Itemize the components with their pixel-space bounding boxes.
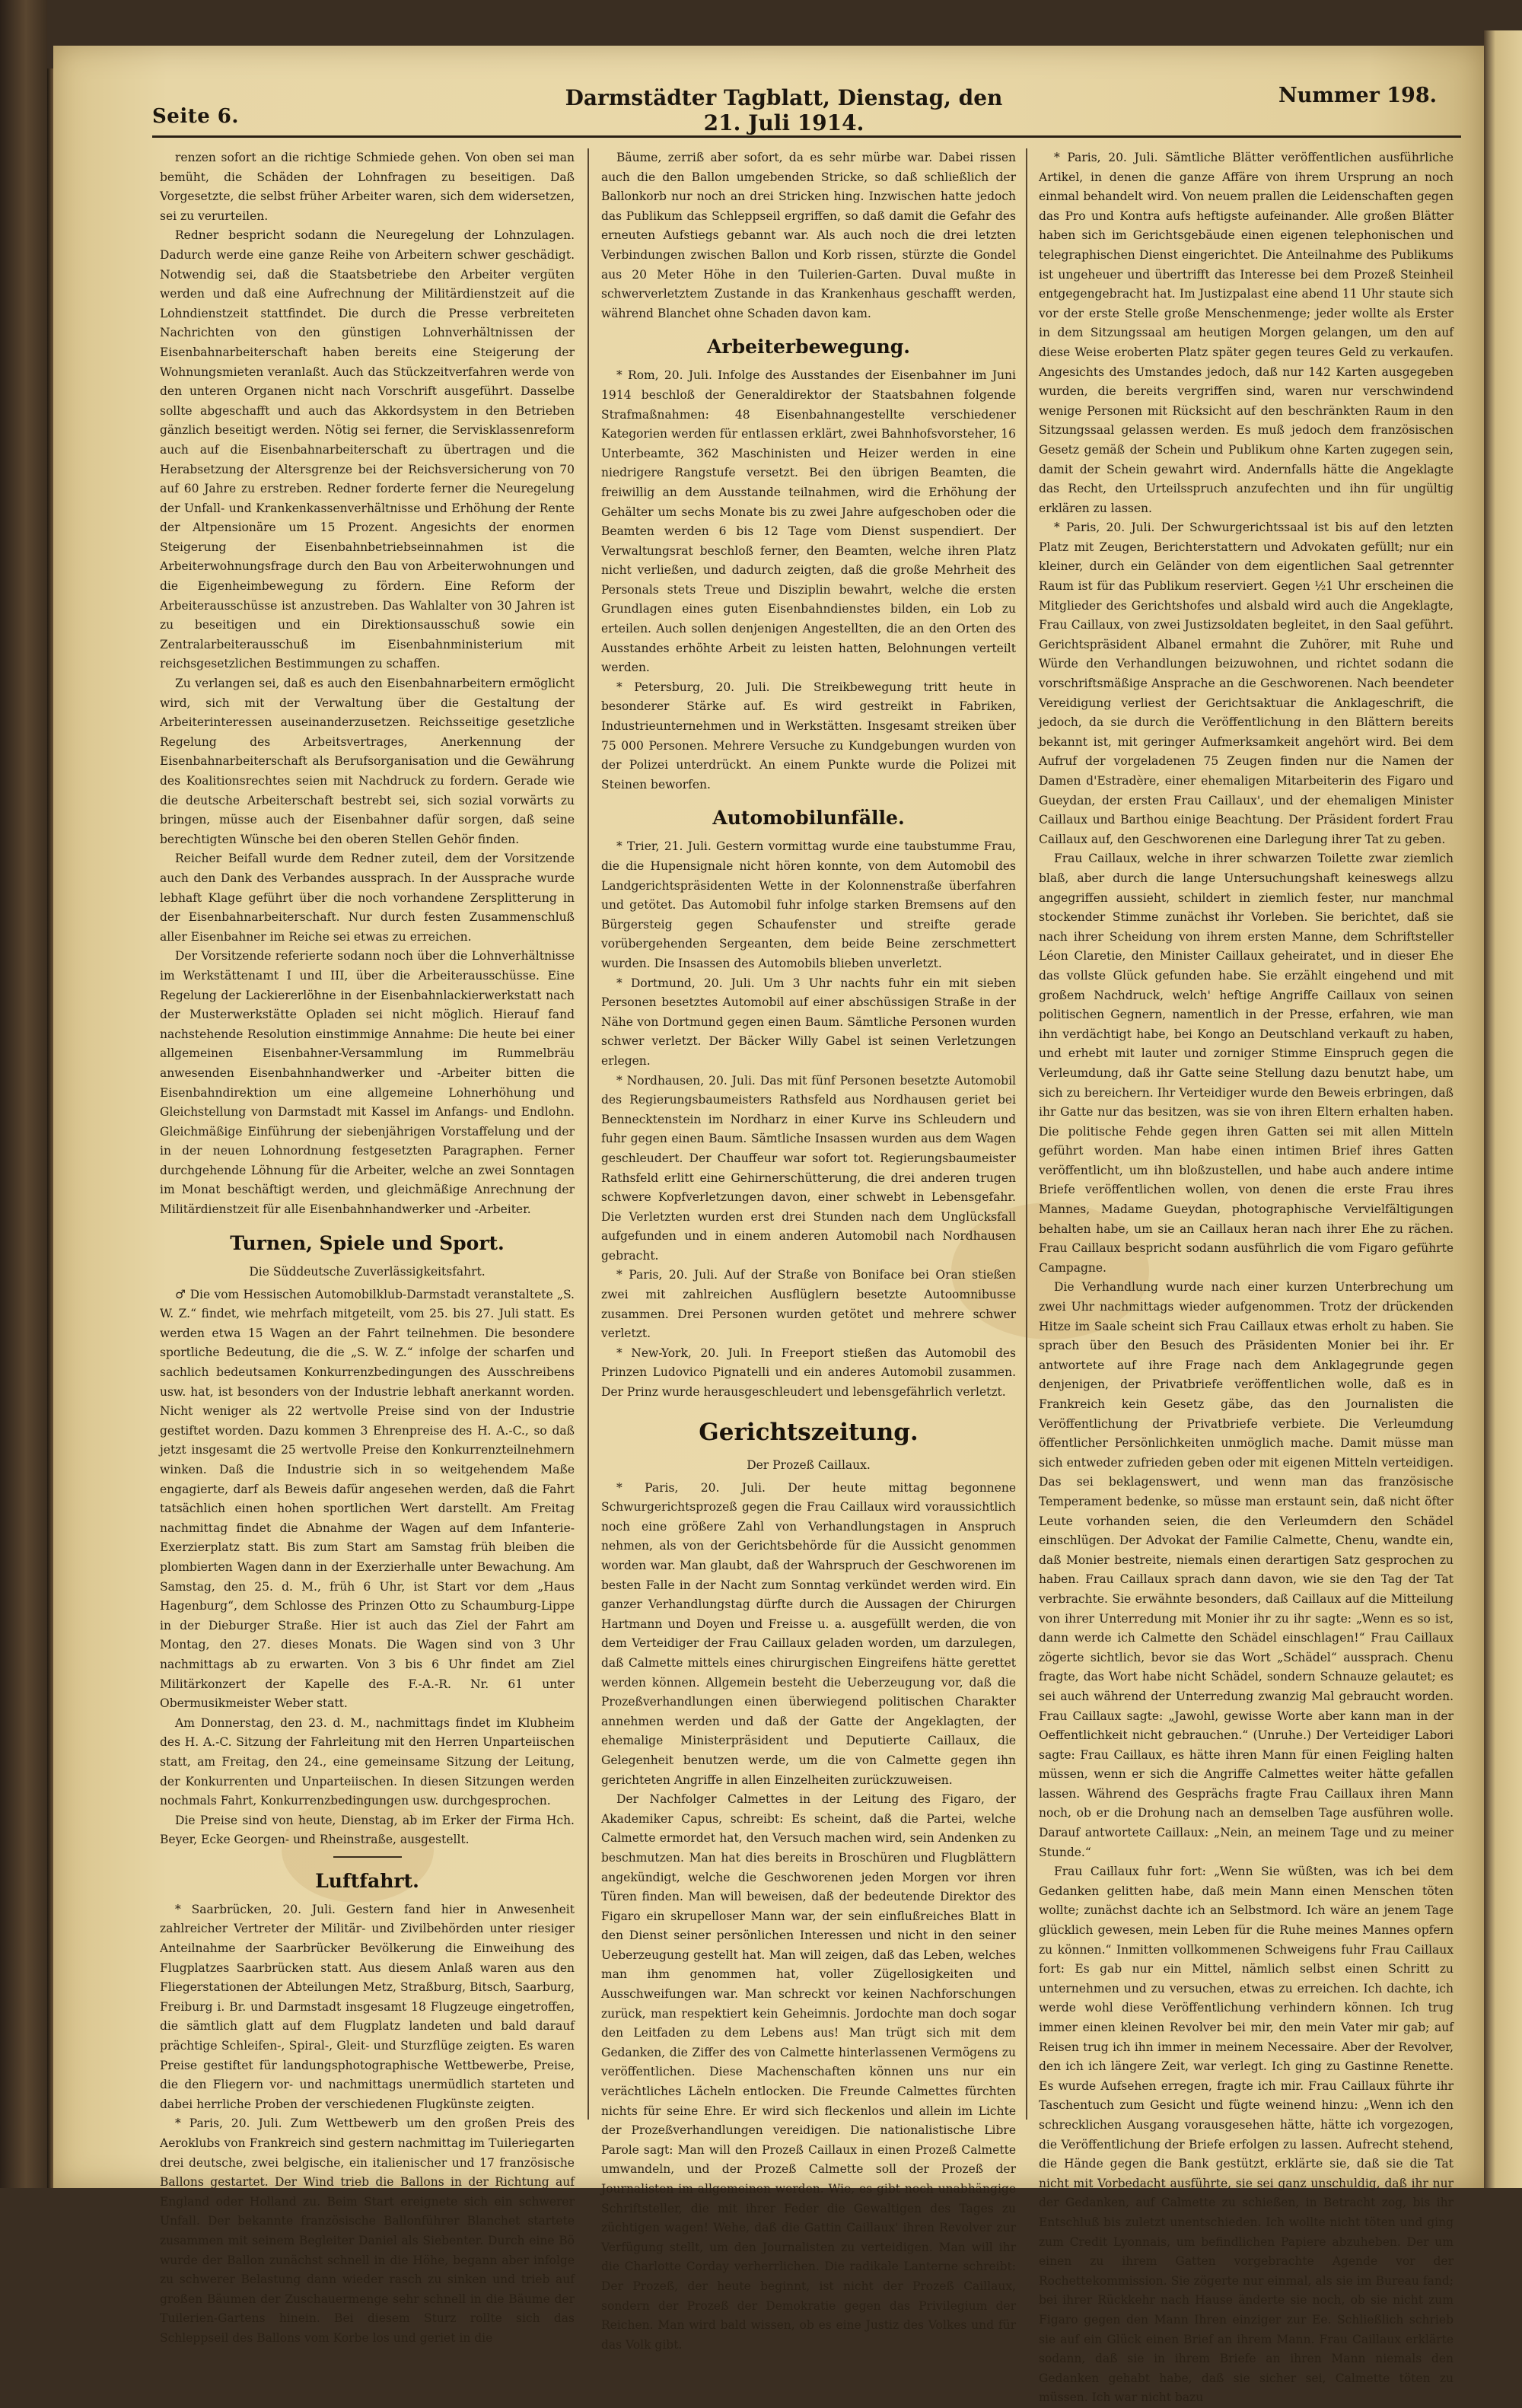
article-paragraph: Redner bespricht sodann die Neuregelung der Lohnzulagen. Dadurch werde eine ganze Reihe von Arbeitern schwer geschädigt. Notwendig sei, daß die Staatsbetriebe den Arbeiter vergüten werden und daß eine Aufrechnung der Militärdienstzeit auf die Lohndienstzeit stattfindet. Die durch die Presse verbreiteten Nachrichten von den günstigen Lohnverhältnissen der Eisenbahnarbeiterschaft haben bereits eine Steigerung der Wohnungsmieten veranlaßt. Auch das Stückzeitverfahren werde von den unteren Organen nicht nach Vorschrift ausgeführt. Dasselbe sollte abgeschafft und auch das Akkordsystem in den Betrieben gänzlich beseitigt werden. Nötig sei ferner, die Servisklassenreform auch auf die Eisenbahnarbeiterschaft zu übertragen und die Herabsetzung der Altersgrenze bei der Reichsversicherung von 70 auf 60 Jahre zu erstreben. Redner forderte ferner die Neuregelung der Unfall- und Krankenkassenverhältnisse und Erhöhung der Rente der Altpensionäre um 15 Prozent. Angesichts der enormen Steigerung der Eisenbahnbetriebseinnahmen ist die Arbeiterwohnungsfrage durch den Bau von Arbeiterwohnungen und die Eigenheimbewegung zu fördern. Eine Reform der Arbeiterausschüsse ist anzustreben. Das Wahlalter von 30 Jahren ist zu beseitigen und ein Direktionsausschuß sowie ein Zentralarbeiterausschuß im Eisenbahnministerium mit reichsgesetzlichen Bestimmungen zu schaffen. xyxy=(160,228,575,671)
article-paragraph: Zu verlangen sei, daß es auch den Eisenbahnarbeitern ermöglicht wird, sich mit der Verwaltung über die Gestaltung der Arbeiterinteressen auseinanderzusetzen. Reichsseitige gesetzliche Regelung des Arbeitsvertrages, Anerkennung der Eisenbahnarbeiterschaft als Berufsorganisation und die Gewährung des Koalitionsrechtes seien mit Nachdruck zu fordern. Gerade wie die deutsche Arbeiterschaft bestrebt sei, sich sozial vorwärts zu bringen, müsse auch der Eisenbahner dafür sorgen, daß seine berechtigten Wünsche bei den oberen Stellen Gehör finden. xyxy=(160,677,575,846)
article-paragraph: Am Donnerstag, den 23. d. M., nachmittags findet im Klubheim des H. A.-C. Sitzung der Fahrleitung mit den Herren Unparteiischen statt, am Freitag, den 24., eine gemeinsame Sitzung der Leitung, der Konkurrenten und Unparteiischen. In diesen Sitzungen werden nochmals Fahrt, Konkurrenzbedingungen usw. durchgesprochen. xyxy=(160,1715,575,1808)
article-paragraph: ♂ Die vom Hessischen Automobilklub-Darmstadt veranstaltete „S. W. Z.“ findet, wie mehrfach mitgeteilt, vom 25. bis 27. Juli statt. Es werden etwa 15 Wagen an der Fahrt teilnehmen. Die besondere sportliche Bedeutung, die die „S. W. Z.“ infolge der scharfen und sachlich bedeutsamen Konkurrenzbedingungen des Ausschreibens usw. hat, ist besonders von der Industrie lebhaft anerkannt worden. Nicht weniger als 22 wertvolle Preise sind von der Industrie gestiftet worden. Dazu kommen 3 Ehrenpreise des H. A.-C., so daß jetzt insgesamt die 25 wertvolle Preise den Konkurrenzteilnehmern winken. Daß die Industrie sich in so weitgehendem Maße engagierte, darf als Beweis dafür angesehen werden, daß die Fahrt tatsächlich einen hohen sportlichen Wert darstellt. Am Freitag nachmittag findet die Abnahme der Wagen auf dem Infanterie-Exerzierplatz statt. Bis zum Start am Samstag früh bleiben die plombierten Wagen dann in der Exerzierhalle unter Bewachung. Am Samstag, den 25. d. M., früh 6 Uhr, ist Start vor dem „Haus Hagenburg“, dem Schlosse des Prinzen Otto zu Schaumburg-Lippe in der Dieburger Straße. Hier ist auch das Ziel der Fahrt am Montag, den 27. dieses Monats. Die Wagen sind von 3 Uhr nachmittags ab zu erwarten. Von 3 bis 6 Uhr findet am Ziel Militärkonzert der Kapelle des F.-A.-R. Nr. 61 unter Obermusikmeister Weber statt. xyxy=(160,1287,575,1711)
article-paragraph: * Trier, 21. Juli. Gestern vormittag wurde eine taubstumme Frau, die die Hupensignale nicht hören konnte, von dem Automobil des Landgerichtspräsidenten Wette in der Kolonnenstraße überfahren und getötet. Das Automobil fuhr infolge starken Bremsens auf den Bürgersteig gegen Schaufenster und streifte gerade vorübergehenden Sergeanten, dem beide Beine zerschmettert wurden. Die Insassen des Automobils blieben unverletzt. xyxy=(601,839,1016,970)
article-paragraph: * Nordhausen, 20. Juli. Das mit fünf Personen besetzte Automobil des Regierungsbaumeisters Rathsfeld aus Nordhausen geriet bei Bennecktenstein im Nordharz in einer Kurve ins Schleudern und fuhr gegen einen Baum. Sämtliche Insassen wurden aus dem Wagen geschleudert. Der Chauffeur war sofort tot. Regierungsbaumeister Rathsfeld erlitt eine Gehirnerschütterung, die drei anderen trugen schwere Kopfverletzungen davon, einer schwebt in Lebensgefahr. Die Verletzten wurden erst drei Stunden nach dem Unglücksfall aufgefunden und in einem anderen Automobil nach Nordhausen gebracht. xyxy=(601,1073,1016,1263)
column-2 xyxy=(601,148,1016,2352)
masthead: Darmstädter Tagblatt, Dienstag, den 21. Juli 1914. xyxy=(565,85,1003,135)
section-title: Automobilunfälle. xyxy=(712,807,905,830)
article-paragraph: * Saarbrücken, 20. Juli. Gestern fand hier in Anwesenheit zahlreicher Vertreter der Militär- und Zivilbehörden unter riesiger Anteilnahme der Saarbrücker Bevölkerung die Einweihung des Flugplatzes Saarbrücken statt. Aus diesem Anlaß waren aus den Fliegerstationen der Abteilungen Metz, Straßburg, Bitsch, Saarburg, Freiburg i. Br. und Darmstadt insgesamt 18 Flugzeuge eingetroffen, die sämtlich glatt auf dem Flugplatz landeten und bald darauf prächtige Schleifen-, Spiral-, Gleit- und Sturzflüge zeigten. Es waren Preise gestiftet für landungsphotographische Wettbewerbe, Preise, die den Fliegern vor- und nachmittags unermüdlich starteten und dabei herrliche Proben der verschiedenen Flugkünste zeigten. xyxy=(160,1902,575,2111)
section-title: Arbeiterbewegung. xyxy=(707,336,910,358)
section-title: Luftfahrt. xyxy=(315,1869,419,1892)
article-paragraph: Bäume, zerriß aber sofort, da es sehr mürbe war. Dabei rissen auch die den Ballon umgebenden Stricke, so daß schließlich der Ballonkorb nur noch an drei Stricken hing. Inzwischen hatte jedoch das Publikum das Schleppseil ergriffen, so daß damit die Gefahr des erneuten Aufstiegs gebannt war. Als auch noch die drei letzten Verbindungen zwischen Ballon und Korb rissen, stürzte die Gondel aus 20 Meter Höhe in den Tuilerien-Garten. Duval mußte in schwerverletztem Zustande in das Krankenhaus geschafft werden, während Blanchet ohne Schaden davon kam. xyxy=(601,151,1016,320)
spine-edge xyxy=(47,68,53,2188)
article-paragraph: Reicher Beifall wurde dem Redner zuteil, dem der Vorsitzende auch den Dank des Verbandes aussprach. In der Aussprache wurde lebhaft Klage geführt über die noch vorhandene Zersplitterung in der Eisenbahnarbeiterschaft. Nur durch festen Zusammenschluß aller Eisenbahner im Reiche sei etwas zu erreichen. xyxy=(160,852,575,944)
article-paragraph: * Paris, 20. Juli. Sämtliche Blätter veröffentlichen ausführliche Artikel, in denen die ganze Affäre von ihrem Ursprung an noch einmal behandelt wird. Von neuem prallen die Leidenschaften gegen das Pro und Kontra aufs heftigste aufeinander. Alle großen Blätter haben sich im Gerichtsgebäude einen eigenen telephonischen und telegraphischen Dienst eingerichtet. Die Anteilnahme des Publikums ist ungeheuer und übertrifft das Interesse bei dem Prozeß Steinheil entgegengebracht hat. Im Justizpalast eine abend 11 Uhr staute sich vor der erste Stelle große Menschenmenge; jeder wollte als Erster in dem Sitzungssaal am heutigen Morgen gelangen, um den auf diese Weise eroberten Platz später gegen teures Geld zu verkaufen. Angesichts des Umstandes jedoch, daß nur 142 Karten ausgegeben wurden, die bereits vergriffen sind, waren nur verschwindend wenige Personen mit Rücksicht auf den beschränkten Raum in den Sitzungssaal gelassen werden. Es muß jedoch dem französischen Gesetz gemäß der Schein und Publikum ohne Karten zugegen sein, damit der Schein gewahrt wird. Andernfalls hätte die Angeklagte das Recht, den Urteilsspruch anzufechten und ihn für ungültig erklären zu lassen. xyxy=(1039,151,1454,515)
issue-number: Nummer 198. xyxy=(1278,84,1438,107)
article-paragraph: Die Verhandlung wurde nach einer kurzen Unterbrechung um zwei Uhr nachmittags wieder aufgenommen. Trotz der drückenden Hitze im Saale scheint sich Frau Caillaux etwas erholt zu haben. Sie sprach über den Besuch des Präsidenten Monier bei ihr. Er antwortete auf ihre Frage nach dem Anklagegrunde gegen denjenigen, der Privatbriefe veröffentlichen wolle, daß es in Frankreich kein Gesetz gäbe, das den Journalisten die Veröffentlichung der Privatbriefe verbiete. Die Verleumdung öffentlicher Persönlichkeiten unmöglich mache. Damit müsse man sich entweder zufrieden geben oder mit eigenen Mitteln verteidigen. Das sei beklagenswert, und wenn man das französische Temperament bedenke, so müsse man erstaunt sein, daß nicht öfter Leute vorhanden seien, die den Verleumdern den Schädel einschlügen. Der Advokat der Familie Calmette, Chenu, wandte ein, daß Monier bestreite, niemals einen derartigen Satz gesprochen zu haben. Frau Caillaux sprach dann davon, wie sie den Tag der Tat verbrachte. Sie erwähnte besonders, daß Caillaux auf die Mitteilung von ihrer Unterredung mit Monier ihr zu ihr sagte: „Wenn es so ist, dann werde ich Calmette den Schädel einschlagen!“ Frau Caillaux zögerte sichtlich, bevor sie das Wort „Schädel“ aussprach. Chenu fragte, das Wort habe nicht Schädel, sondern Schnauze gelautet; es sei auch während der Unterredung zwanzig Mal gebraucht worden. Frau Caillaux sagte: „Jawohl, gewisse Worte aber kann man in der Oeffentlichkeit nicht gebrauchen.“ (Unruhe.) Der Verteidiger Labori sagte: Frau Caillaux, es hätte ihren Mann für einen Feigling halten müssen, wenn er sich die Angriffe Calmettes weiter hätte gefallen lassen. Während des Gesprächs fragte Frau Caillaux ihren Mann noch, ob er die Drohung nach an demselben Tage ausführen wolle. Darauf antwortete Caillaux: „Nein, an meinem Tage und zu meiner Stunde.“ xyxy=(1039,1280,1454,1859)
section-subtitle: Der Prozeß Caillaux. xyxy=(747,1457,871,1472)
column-divider xyxy=(587,148,589,2120)
article-paragraph: Frau Caillaux fuhr fort: „Wenn Sie wüßten, was ich bei dem Gedanken gelitten habe, daß mein Mann einen Menschen töten wollte; zunächst dachte ich an Selbstmord. Ich wäre an jenem Tage glücklich gewesen, mein Leben für die Ruhe meines Mannes opfern zu können.“ Inmitten vollkommenen Schweigens fuhr Frau Caillaux fort: Es gab nur ein Mittel, nämlich selbst einen Schritt zu unternehmen und zu versuchen, etwas zu erreichen. Ich dachte, ich werde wohl diese Veröffentlichung verhindern können. Ich trug immer einen kleinen Revolver bei mir, den mein Vater mir gab; auf Reisen trug ich ihn immer in meinem Necessaire. Aber der Revolver, den ich ich längere Zeit, war verlegt. Ich ging zu Gastinne Renette. Es wurde Aufsehen erregen, fragte ich mir. Frau Caillaux führte ihr Taschentuch zum Gesicht und fügte weinend hinzu: „Wenn ich den schrecklichen Ausgang vorausgesehen hätte, hätte ich vorgezogen, die Veröffentlichung der Briefe erfolgen zu lassen. Aufrecht stehend, die Hände gegen die Bank gestützt, erklärte sie, daß sie die Tat nicht mit Vorbedacht ausführte, sie sei ganz unschuldig, daß ihr nur der Gedanken, auf Calmette zu schießen, in Betracht zog, bis ihr Entschluß bis zuletzt unentschieden. Ich wollte nicht töten und ging zum Credit Lyonnais, um befindlichen Papiere abzuheben. Der um einen zu ihrem Gatten vorgebrachte Agende vor der Rochettekommission. Sie zögerte nur einmal, als sie im Bureau fand; bei ihrer Rückkehr nach Hause änderte sie noch, ob sie nicht zum Figaro gegen den Mann Ihren einziger zur Ee. Schließlich schrieb sie auf ein Glück einen Brief an ihrem Mann. Frau Caillaux erklärte sodann, daß sie in ihrem Briefe an ihren Mann niemals den Gedanken gehabt habe, daß sie sicher sei, Calmette töten zu müssen. Ich war nicht bazu xyxy=(1039,1865,1454,2405)
section-subtitle: Die Süddeutsche Zuverlässigkeitsfahrt. xyxy=(249,1264,486,1279)
column-divider xyxy=(1026,148,1027,2120)
article-paragraph: * Paris, 20. Juli. Der heute mittag begonnene Schwurgerichtsprozeß gegen die Frau Caillaux wird voraussichtlich noch eine größere Zahl von Verhandlungstagen in Anspruch nehmen, als von der Gerichtsbehörde für die Aussicht genommen worden war. Man glaubt, daß der Wahrspruch der Geschworenen im besten Falle in der Nacht zum Sonntag verkündet werden wird. Ein ganzer Verhandlungstag dürfte durch die Aussagen der Chirurgen Hartmann und Doyen und Freisse u. a. ausgefüllt werden, die von dem Verteidiger der Frau Caillaux geladen worden, um darzulegen, daß Calmette mittels eines chirurgischen Eingreifens hätte gerettet werden können. Allgemein besteht die Ueberzeugung vor, daß die Prozeßverhandlungen einen überwiegend politischen Charakter annehmen werden und daß der Gatte der Angeklagten, der ehemalige Ministerpräsident und Deputierte Caillaux, die Gelegenheit benutzen werde, um die von Calmette gegen ihn gerichteten Angriffe in allen Einzelheiten zurückzuweisen. xyxy=(601,1480,1016,1787)
page-label: Seite 6. xyxy=(152,105,239,128)
article-paragraph: * Rom, 20. Juli. Infolge des Ausstandes der Eisenbahner im Juni 1914 beschloß der Generaldirektor der Staatsbahnen folgende Strafmaßnahmen: 48 Eisenbahnangestellte verschiedener Kategorien werden für entlassen erklärt, zwei Bahnhofsvorsteher, 16 Unterbeamte, 362 Maschinisten und Heizer werden in eine niedrigere Rangstufe versetzt. Bei den übrigen Beamten, die freiwillig an dem Ausstande teilnahmen, wird die Erhöhung der Gehälter um sechs Monate bis zu zwei Jahre aufgeschoben oder die Beamten werden 6 bis 12 Tage vom Dienst suspendiert. Der Verwaltungsrat beschloß ferner, den Beamten, welche ihren Platz nicht verließen, und dadurch zeigten, daß die große Mehrheit des Personals stets Treue und Disziplin bewahrt, welche die ersten Grundlagen eines guten Eisenbahndienstes bilden, ein Lob zu erteilen. Auch sollen denjenigen Angestellten, die an den Orten des Ausstandes erhöhte Arbeit zu leisten hatten, Belohnungen verteilt werden. xyxy=(601,368,1016,675)
article-paragraph: Die Preise sind von heute, Dienstag, ab im Erker der Firma Hch. Beyer, Ecke Georgen- und Rheinstraße, ausgestellt. xyxy=(160,1813,575,1847)
column-3 xyxy=(1039,148,1454,2405)
article-paragraph: Der Vorsitzende referierte sodann noch über die Lohnverhältnisse im Werkstättenamt I und III, über die Arbeiterausschüsse. Eine Regelung der Lackiererlöhne in der Eisenbahnlackierwerkstatt nach der Musterwerkstätte Opladen sei nicht möglich. Hierauf fand nachstehende Resolution einstimmige Annahme: Die heute bei einer allgemeinen Eisenbahner-Versammlung im Rummelbräu anwesenden Eisenbahnhandwerker und -Arbeiter bitten die Eisenbahndirektion um eine allgemeine Lohnerhöhung und Gleichstellung von Darmstadt mit Kassel im Anfangs- und Endlohn. Gleichmäßige Einführung der siebenjährigen Vorstaffelung und der in der neuen Lohnordnung festgesetzten Paragraphen. Ferner durchgehende Löhnung für die Arbeiter, welche an zwei Sonntagen im Monat beschäftigt werden, und gleichmäßige Anrechnung der Militärdienstzeit für alle Eisenbahnhandwerker und -Arbeiter. xyxy=(160,949,575,1217)
book-binding xyxy=(0,0,47,2188)
article-paragraph: * Paris, 20. Juli. Der Schwurgerichtssaal ist bis auf den letzten Platz mit Zeugen, Berichterstattern und Advokaten gefüllt; nur ein kleiner, durch ein Geländer von dem eigentlichen Saal getrennter Raum ist für das Publikum reserviert. Gegen ½1 Uhr erscheinen die Mitglieder des Gerichtshofes und alsbald wird auch die Angeklagte, Frau Caillaux, von zwei Justizsoldaten begleitet, in den Saal geführt. Gerichtspräsident Albanel ermahnt die Zuhörer, mit Ruhe und Würde den Verhandlungen beizuwohnen, und richtet sodann die vorschriftsmäßige Ansprache an die Geschworenen. Nach beendeter Vereidigung verliest der Gerichtsaktuar die Anklageschrift, die jedoch, da sie durch die Veröffentlichung in den Blättern bereits bekannt ist, mit geringer Aufmerksamkeit angehört wird. Bei dem Aufruf der vorgeladenen 75 Zeugen finden nur die Namen der Damen d'Estradère, einer ehemaligen Mitarbeiterin des Figaro und Gueydan, der ersten Frau Caillaux', und der ehemaligen Minister Caillaux und Barthou einige Beachtung. Der Präsident fordert Frau Caillaux auf, den Geschworenen eine Darlegung ihrer Tat zu geben. xyxy=(1039,521,1454,846)
article-paragraph: * Paris, 20. Juli. Zum Wettbewerb um den großen Preis des Aeroklubs von Frankreich sind gestern nachmittag im Tuileriegarten drei deutsche, zwei belgische, ein italienischer und 17 französische Ballons gestartet. Der Wind trieb die Ballons in der Richtung auf England oder Holland zu. Beim Start ereignete sich ein schwerer Unfall. Der bekannte französische Ballonführer Blanchet startete zusammen mit seinem Begleiter Daniel als Siebenter. Durch eine Bö wurde der Ballon zunächst schnell in die Höhe, begann aber infolge zu schwerer Belastung dann wieder rasch zu sinken und trieb auf großen Bäumen der Zuschauermenge sehr schnell in die Bäume der Tuilerien-Gartens hinein. Bei diesem Sturz rollte sich das Schleppseil des Ballons vom Korbe los und geriet in die xyxy=(160,2117,575,2345)
article-paragraph: * Dortmund, 20. Juli. Um 3 Uhr nachts fuhr ein mit sieben Personen besetztes Automobil auf einer abschüssigen Straße in der Nähe von Dortmund gegen einen Baum. Sämtliche Personen wurden schwer verletzt. Der Bäcker Willy Gabel ist seinen Verletzungen erlegen. xyxy=(601,976,1016,1068)
article-paragraph: * Paris, 20. Juli. Auf der Straße von Boniface bei Oran stießen zwei mit zahlreichen Ausflüglern besetzte Autoomnibusse zusammen. Drei Personen wurden getötet und mehrere schwer verletzt. xyxy=(601,1268,1016,1341)
article-paragraph: Der Nachfolger Calmettes in der Leitung des Figaro, der Akademiker Capus, schreibt: Es scheint, daß die Partei, welche Calmette ermordet hat, den Versuch machen wird, sein Andenken zu beschmutzen. Man hat dies bereits in Broschüren und Flugblättern angekündigt, welche die Geschworenen jeden Morgen vor ihren Türen finden. Man will beweisen, daß der bedeutende Direktor des Figaro ein skrupelloser Mann war, der sein einflußreiches Blatt in den Dienst seiner persönlichen Interessen und nicht in den seiner Ueberzeugung gestellt hat. Man will zeigen, daß das Leben, welches man ihm genommen hat, voller Zügellosigkeiten und Ausschweifungen war. Man schreckt vor keinen Nachforschungen zurück, man respektiert kein Geheimnis. Jordochte man doch sogar den Leitfaden zu dem Lebens aus! Man trügt sich mit dem Gedanken, die Ziffer des von Calmette hinterlassenen Vermögens zu veröffentlichen. Diese Machenschaften können uns nur ein verächtliches Lächeln entlocken. Die Freunde Calmettes fürchten nichts für seine Ehre. Er wird sich fleckenlos und allein im Lichte der Prozeßverhandlungen vereidigen. Die nationalistische Libre Parole sagt: Man will den Prozeß Caillaux in einen Prozeß Calmette umwandeln, und der Prozeß Calmette soll der Prozeß der Journalisten im allgemeinen werden. Wie, es gibt noch unabhängige Schriftsteller, die mit ihrer Feder die Gewaltigen des Tages zu züchtigen wagen! Wehe, daß die Gattin Caillaux' ihren Revolver zur Verfügung stellt, um den Journalisten zu verteidigen. Man will ihr die Charlotte Corday verherrlichen. Die radikale Lanterne schreibt: Der Prozeß, der heute beginnt, ist nicht der Prozeß Caillaux, sondern der Prozeß der Demokratie gegen das Privilegium der Reichen. Man wird bald wissen, ob es eine Justiz des Volkes und für das Volk gibt. xyxy=(601,1792,1016,2352)
header-rule xyxy=(152,135,1461,138)
article-paragraph: Frau Caillaux, welche in ihrer schwarzen Toilette zwar ziemlich blaß, aber durch die lange Untersuchungshaft keineswegs allzu angegriffen aussieht, schildert in ziemlich fester, nur manchmal stockender Stimme zunächst ihr Vorleben. Sie berichtet, daß sie nach ihrer Scheidung von ihrem ersten Manne, dem Schriftsteller Léon Claretie, den Minister Caillaux geheiratet, und in dieser Ehe das vollste Glück gefunden habe. Sie erzählt eingehend und mit großem Nachdruck, welch' heftige Angriffe Caillaux von seinen politischen Gegnern, namentlich in der Presse, erfahren, wie man ihn verdächtigt habe, bei Kongo an Deutschland verkauft zu haben, und erhebt mit lauter und zorniger Stimme Einspruch gegen die Verleumdung, daß ihr Gatte seine Stellung dazu benutzt habe, um sich zu bereichern. Ihr Verteidiger wurde den Beweis erbringen, daß ihr Gatte nur das besitzen, was sie von ihren Eltern erhalten haben. Die politische Fehde gegen ihren Gatten sei mit allen Mitteln geführt worden. Man habe einen intimen Brief ihres Gatten veröffentlicht, um ihn bloßzustellen, und habe auch andere intime Briefe veröffentlichen wollen, von denen die erste Frau ihres Mannes, Madame Gueydan, photographische Vervielfältigungen behalten habe, um sie an Caillaux heran nach ihrer Ehe zu rächen. Frau Caillaux bespricht sodann ausführlich die vom Figaro geführte Campagne. xyxy=(1039,852,1454,1275)
column-1 xyxy=(160,148,575,2345)
section-title: Gerichtszeitung. xyxy=(699,1418,919,1446)
article-paragraph: * New-York, 20. Juli. In Freeport stießen das Automobil des Prinzen Ludovico Pignatelli und ein anderes Automobil zusammen. Der Prinz wurde herausgeschleudert und lebensgefährlich verletzt. xyxy=(601,1346,1016,1400)
next-page-edge xyxy=(1484,30,1522,2188)
section-rule xyxy=(333,1856,402,1858)
article-paragraph: renzen sofort an die richtige Schmiede gehen. Von oben sei man bemüht, die Schäden der Lohnfragen zu beseitigen. Daß Vorgesetzte, die selbst früher Arbeiter waren, sich dem widersetzen, sei zu verurteilen. xyxy=(160,151,575,223)
article-paragraph: * Petersburg, 20. Juli. Die Streikbewegung tritt heute in besonderer Stärke auf. Es wird gestreikt in Fabriken, Industrieunternehmen und in Werkstätten. Insgesamt streiken über 75 000 Personen. Mehrere Versuche zu Kundgebungen wurden von der Polizei unterdrückt. An einem Punkte wurde die Polizei mit Steinen beworfen. xyxy=(601,680,1016,792)
section-title: Turnen, Spiele und Sport. xyxy=(230,1231,505,1254)
